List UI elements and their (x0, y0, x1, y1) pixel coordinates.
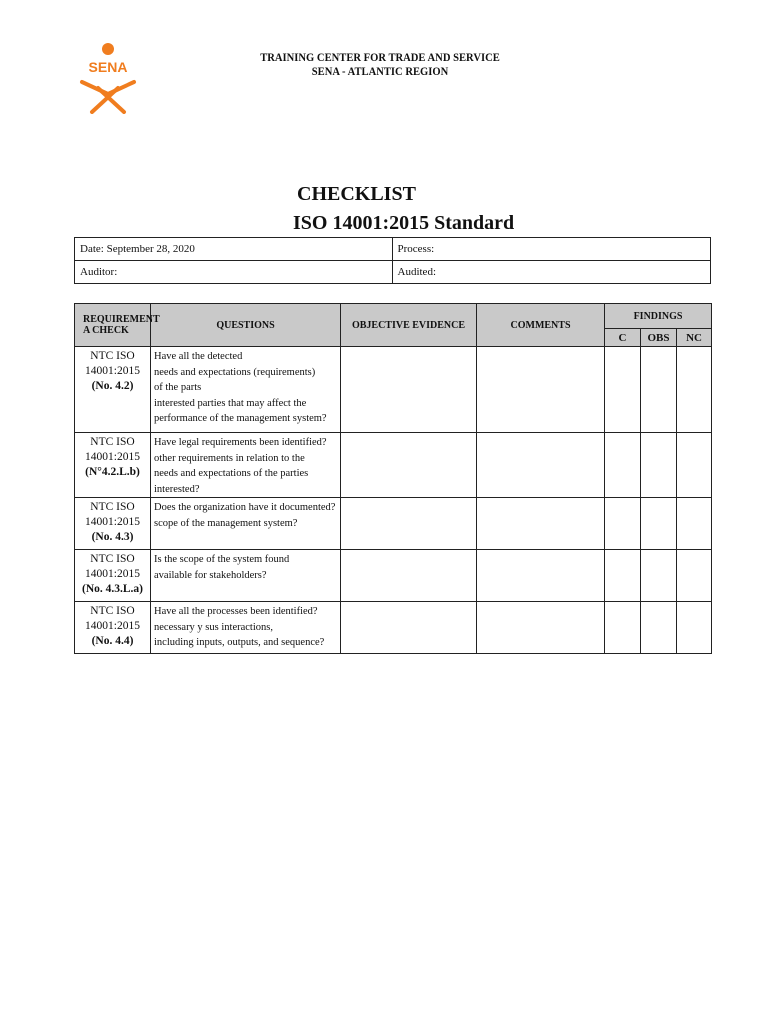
organization-header (242, 51, 518, 79)
comments-cell[interactable] (477, 347, 605, 433)
requirement-cell (75, 550, 151, 602)
question-cell (151, 550, 341, 602)
question-cell (151, 602, 341, 654)
requirement-cell (75, 433, 151, 498)
question-line: interested parties that may affect the (154, 397, 307, 409)
header-requirement: REQUIREMENT A CHECK (75, 304, 151, 347)
header-comments: COMMENTS (477, 304, 605, 347)
finding-c-cell[interactable] (605, 498, 641, 550)
evidence-cell[interactable] (341, 433, 477, 498)
requirement-cell (75, 602, 151, 654)
question-line: available for stakeholders? (154, 569, 267, 581)
audited-field: Audited: (392, 261, 711, 284)
question-line: interested? (154, 483, 200, 495)
clause-code: (No. 4.3) (91, 531, 134, 543)
finding-nc-cell[interactable] (677, 433, 712, 498)
clause-code: (No. 4.2) (91, 380, 134, 392)
question-line: of the parts (154, 382, 202, 393)
standard-version: 14001:2015 (85, 620, 140, 632)
requirement-cell (75, 347, 151, 433)
clause-code: (No. 4.3.L.a) (81, 583, 143, 595)
question-line: Does the organization have it documented? (154, 502, 336, 513)
header-nc: NC (677, 329, 712, 347)
standard-name: NTC ISO (90, 553, 135, 565)
comments-cell[interactable] (477, 433, 605, 498)
finding-c-cell[interactable] (605, 433, 641, 498)
comments-cell[interactable] (477, 498, 605, 550)
question-line: Have legal requirements been identified? (154, 437, 327, 448)
finding-nc-cell[interactable] (677, 602, 712, 654)
standard-name: NTC ISO (90, 501, 135, 513)
question-line: needs and expectations of the parties (154, 468, 309, 479)
header-objective-evidence: OBJECTIVE EVIDENCE (341, 304, 477, 347)
org-line-2: SENA - ATLANTIC REGION (311, 66, 449, 78)
auditor-field: Auditor: (75, 261, 393, 284)
finding-c-cell[interactable] (605, 347, 641, 433)
header-questions: QUESTIONS (151, 304, 341, 347)
standard-name: NTC ISO (90, 436, 135, 448)
finding-nc-cell[interactable] (677, 498, 712, 550)
finding-c-cell[interactable] (605, 602, 641, 654)
clause-code: (N°4.2.L.b) (85, 466, 140, 478)
process-field: Process: (392, 238, 711, 261)
finding-nc-cell[interactable] (677, 550, 712, 602)
header-obs: OBS (641, 329, 677, 347)
question-line: Is the scope of the system found (154, 554, 290, 565)
date-field: Date: September 28, 2020 (75, 238, 393, 261)
standard-name: NTC ISO (90, 350, 135, 362)
question-cell (151, 347, 341, 433)
standard-version: 14001:2015 (85, 516, 140, 528)
standard-version: 14001:2015 (85, 365, 140, 377)
finding-obs-cell[interactable] (641, 602, 677, 654)
finding-obs-cell[interactable] (641, 347, 677, 433)
question-line: needs and expectations (requirements) (154, 366, 316, 378)
header-findings: FINDINGS (605, 304, 712, 329)
table-row (75, 602, 712, 654)
table-row (75, 347, 712, 433)
comments-cell[interactable] (477, 602, 605, 654)
question-line: other requirements in relation to the (154, 452, 305, 464)
finding-obs-cell[interactable] (641, 498, 677, 550)
question-line: Have all the detected (154, 351, 243, 362)
question-line: scope of the management system? (154, 517, 298, 529)
org-line-1: TRAINING CENTER FOR TRADE AND SERVICE (260, 52, 500, 64)
page-title: CHECKLIST (297, 183, 416, 205)
page-subtitle: ISO 14001:2015 Standard (293, 212, 515, 234)
question-cell (151, 433, 341, 498)
logo-text: SENA (88, 59, 128, 75)
question-line: including inputs, outputs, and sequence? (154, 637, 325, 648)
clause-code: (No. 4.4) (91, 635, 134, 647)
header-c: C (605, 329, 641, 347)
comments-cell[interactable] (477, 550, 605, 602)
table-row (75, 550, 712, 602)
finding-obs-cell[interactable] (641, 433, 677, 498)
evidence-cell[interactable] (341, 498, 477, 550)
standard-name: NTC ISO (90, 605, 135, 617)
requirement-cell (75, 498, 151, 550)
finding-c-cell[interactable] (605, 550, 641, 602)
standard-version: 14001:2015 (85, 451, 140, 463)
table-row (75, 433, 712, 498)
evidence-cell[interactable] (341, 347, 477, 433)
question-line: Have all the processes been identified? (154, 606, 318, 617)
evidence-cell[interactable] (341, 602, 477, 654)
finding-obs-cell[interactable] (641, 550, 677, 602)
audit-info-table (74, 237, 711, 284)
evidence-cell[interactable] (341, 550, 477, 602)
finding-nc-cell[interactable] (677, 347, 712, 433)
question-cell (151, 498, 341, 550)
checklist-table (74, 303, 712, 654)
table-row (75, 498, 712, 550)
question-line: necessary y sus interactions, (154, 621, 273, 633)
sena-logo-icon (78, 42, 138, 114)
question-line: performance of the management system? (154, 413, 327, 424)
standard-version: 14001:2015 (85, 568, 140, 580)
